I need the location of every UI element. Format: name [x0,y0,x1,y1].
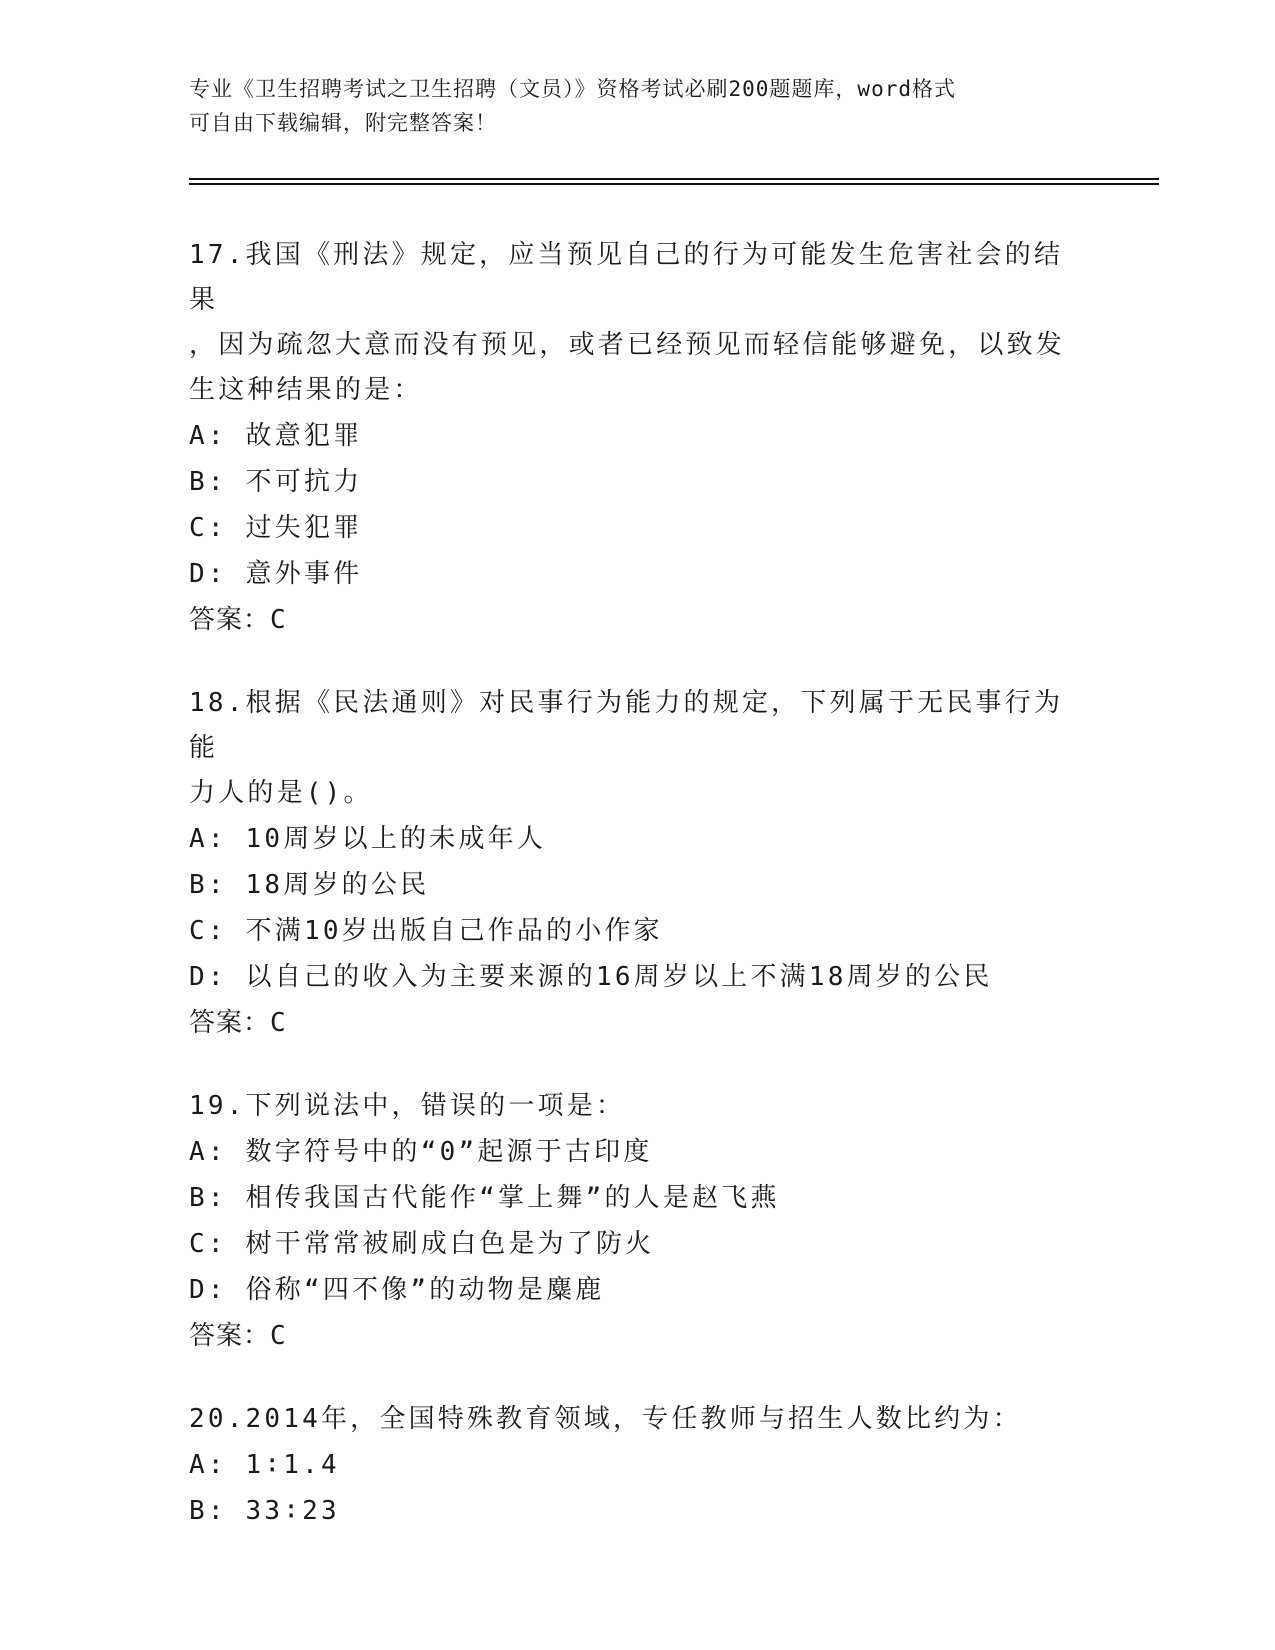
answer-line [189,597,1089,643]
header-title-line-1: 专业《卫生招聘考试之卫生招聘（文员）》资格考试必刷200题题库，word格式 [189,77,956,101]
option-a: A: 数字符号中的“0”起源于古印度 [189,1137,653,1167]
answer-value: C [270,1321,287,1351]
answer-line [189,1000,1089,1046]
option-b: B: 相传我国古代能作“掌上舞”的人是赵飞燕 [189,1183,780,1213]
option-a: A: 1∶1.4 [189,1450,340,1480]
question-18 [189,681,1089,1046]
question-17 [189,233,1089,643]
question-stem-line: 力人的是()。 [189,778,373,808]
header-title-line-2: 可自由下载编辑，附完整答案！ [189,111,497,135]
answer-label: 答案： [189,1008,271,1038]
option-a: A: 10周岁以上的未成年人 [189,824,547,854]
option-d: D: 意外事件 [189,559,363,589]
question-stem-line: 17.我国《刑法》规定，应当预见自己的行为可能发生危害社会的结果 [189,240,1064,315]
answer-line [189,1313,1089,1359]
option-d: D: 俗称“四不像”的动物是麋鹿 [189,1275,605,1305]
question-stem-line: 生这种结果的是： [189,375,423,405]
option-b: B: 18周岁的公民 [189,870,430,900]
option-a: A: 故意犯罪 [189,421,363,451]
option-c: C: 树干常常被刷成白色是为了防火 [189,1229,655,1259]
question-20 [189,1397,1089,1534]
option-b: B: 33∶23 [189,1496,340,1526]
question-stem-line: ，因为疏忽大意而没有预见，或者已经预见而轻信能够避免，以致发 [189,330,1066,360]
header-divider-bottom [189,183,1159,185]
answer-value: C [270,605,287,635]
question-19 [189,1084,1089,1359]
question-stem-line: 20.2014年，全国特殊教育领域，专任教师与招生人数比约为： [189,1404,1022,1434]
answer-label: 答案： [189,605,271,635]
question-stem-line: 19.下列说法中，错误的一项是： [189,1091,626,1121]
header-divider-top [189,178,1159,180]
question-list [189,233,1089,1572]
answer-label: 答案： [189,1321,271,1351]
option-c: C: 过失犯罪 [189,513,363,543]
answer-value: C [270,1008,287,1038]
question-stem-line: 18.根据《民法通则》对民事行为能力的规定，下列属于无民事行为能 [189,688,1064,763]
option-c: C: 不满10岁出版自己作品的小作家 [189,916,663,946]
document-header [189,72,1089,140]
option-d: D: 以自己的收入为主要来源的16周岁以上不满18周岁的公民 [189,962,993,992]
option-b: B: 不可抗力 [189,467,363,497]
